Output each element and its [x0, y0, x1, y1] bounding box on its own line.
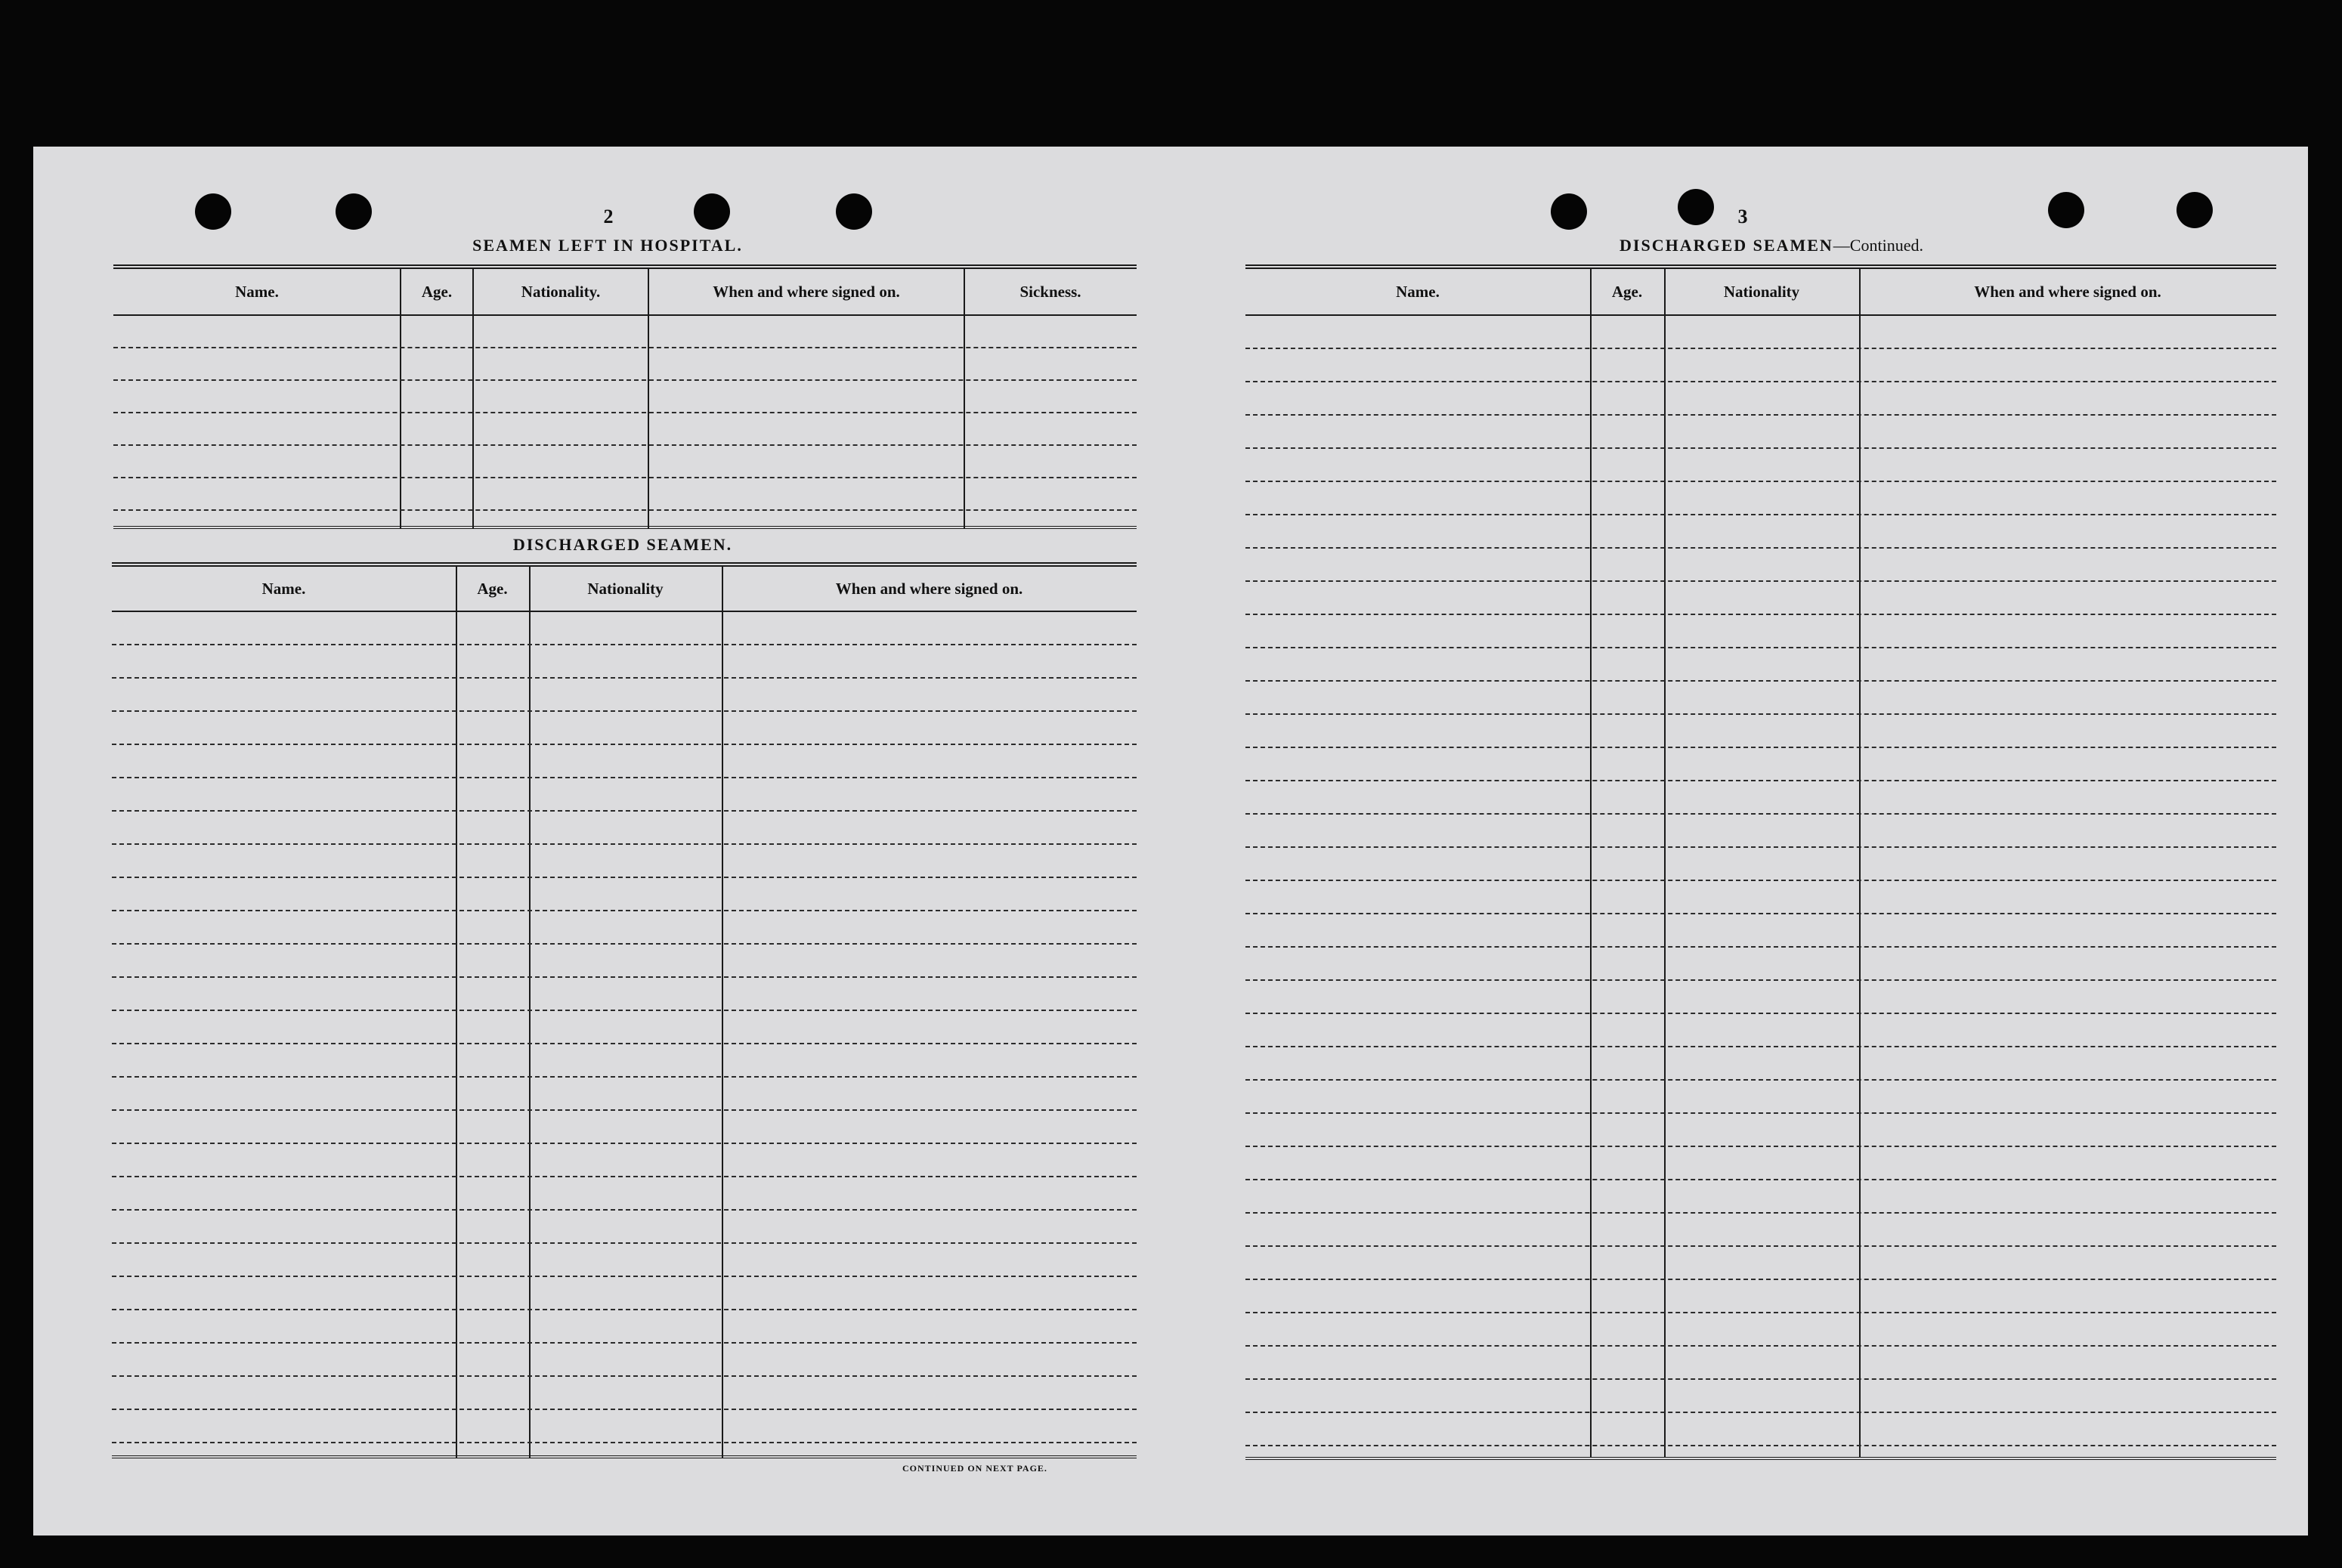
table-row: [112, 1144, 1137, 1177]
table-row: [1245, 648, 2276, 682]
table-row: [1245, 914, 2276, 948]
table-row: [112, 911, 1137, 945]
table-row: [1245, 582, 2276, 615]
table-row: [1245, 615, 2276, 648]
title-main: DISCHARGED SEAMEN: [1620, 236, 1833, 255]
column-header-name: Name.: [1396, 282, 1440, 301]
table-row: [1245, 1347, 2276, 1380]
discharged-table-right: [1245, 264, 2276, 1461]
table-row: [1245, 815, 2276, 848]
table-row: [112, 1344, 1137, 1377]
table-row: [112, 1410, 1137, 1443]
table-row: [1245, 981, 2276, 1014]
page-number-left: 2: [603, 206, 614, 227]
table-row: [1245, 316, 2276, 349]
table-row: [112, 645, 1137, 679]
table-row: [1245, 1114, 2276, 1147]
column-header-age: Age.: [421, 282, 453, 301]
table-row: [112, 1244, 1137, 1277]
column-header-name: Name.: [261, 579, 306, 598]
hospital-table-header: [113, 269, 1137, 316]
discharged-section-title: DISCHARGED SEAMEN.: [512, 535, 733, 554]
column-header-name: Name.: [235, 282, 279, 301]
table-row: [1245, 515, 2276, 549]
table-row: [1245, 1081, 2276, 1114]
table-row: [113, 316, 1137, 348]
table-row: [113, 413, 1137, 446]
table-row: [112, 812, 1137, 845]
punch-hole: [1678, 189, 1714, 225]
table-row: [1245, 482, 2276, 515]
table-row: [1245, 416, 2276, 449]
table-row: [1245, 715, 2276, 748]
table-row: [112, 945, 1137, 978]
table-row: [112, 1011, 1137, 1044]
continued-note: CONTINUED ON NEXT PAGE.: [902, 1463, 1047, 1474]
table-row: [112, 679, 1137, 712]
discharged-table-left: [112, 562, 1137, 1458]
column-header-age: Age.: [477, 579, 508, 598]
punch-hole: [195, 193, 231, 230]
table-row: [1245, 1247, 2276, 1280]
table-row: [1245, 881, 2276, 914]
table-row: [1245, 1280, 2276, 1313]
title-continued: —Continued.: [1833, 236, 1923, 255]
column-header-age: Age.: [1611, 282, 1643, 301]
table-row: [1245, 1214, 2276, 1247]
form-sheet: [33, 147, 2308, 1536]
punch-hole: [2048, 192, 2084, 228]
table-row: [112, 845, 1137, 878]
table-row: [1245, 1413, 2276, 1446]
punch-hole: [2176, 192, 2213, 228]
table-row: [1245, 1313, 2276, 1347]
table-row: [1245, 1014, 2276, 1047]
table-row: [112, 1377, 1137, 1410]
table-row: [112, 612, 1137, 645]
table-row: [1245, 781, 2276, 815]
table-row: [1245, 1380, 2276, 1413]
hospital-rows: [113, 316, 1137, 511]
table-row: [112, 1277, 1137, 1310]
column-header-nationality: Nationality.: [521, 282, 601, 301]
table-row: [1245, 848, 2276, 881]
punch-hole: [836, 193, 872, 230]
section-divider: [113, 526, 1137, 529]
table-row: [112, 1044, 1137, 1078]
column-header-sickness: Sickness.: [1019, 282, 1081, 301]
punch-hole: [694, 193, 730, 230]
punch-hole: [1551, 193, 1587, 230]
table-row: [112, 778, 1137, 812]
column-header-nationality: Nationality: [587, 579, 664, 598]
discharged-rows-left: [112, 612, 1137, 1443]
table-row: [113, 446, 1137, 478]
table-row: [112, 1211, 1137, 1244]
table-row: [1245, 349, 2276, 382]
table-row: [1245, 1147, 2276, 1180]
column-header-nationality: Nationality: [1723, 282, 1800, 301]
table-row: [1245, 682, 2276, 715]
table-row: [112, 1078, 1137, 1111]
table-row: [112, 712, 1137, 745]
table-row: [112, 1177, 1137, 1211]
discharged-continued-title: [1530, 236, 2013, 255]
table-row: [1245, 748, 2276, 781]
table-row: [113, 478, 1137, 511]
table-row: [1245, 948, 2276, 981]
table-row: [1245, 1047, 2276, 1081]
discharged-rows-right: [1245, 316, 2276, 1446]
table-bottom-rule: [1245, 1457, 2276, 1460]
table-row: [113, 381, 1137, 413]
table-row: [112, 878, 1137, 911]
column-header-signed-on: When and where signed on.: [713, 282, 900, 301]
column-header-signed-on: When and where signed on.: [835, 579, 1023, 598]
page-number-right: 3: [1737, 206, 1748, 227]
table-row: [1245, 549, 2276, 582]
discharged-table-header: [1245, 269, 2276, 316]
table-row: [112, 978, 1137, 1011]
table-row: [113, 348, 1137, 381]
table-row: [112, 1310, 1137, 1344]
hospital-table: [113, 264, 1137, 533]
punch-hole: [336, 193, 372, 230]
hospital-section-title: SEAMEN LEFT IN HOSPITAL.: [472, 236, 743, 255]
table-row: [1245, 382, 2276, 416]
table-row: [1245, 1180, 2276, 1214]
discharged-table-header: [112, 567, 1137, 612]
table-row: [112, 745, 1137, 778]
column-header-signed-on: When and where signed on.: [1974, 282, 2161, 301]
table-row: [1245, 449, 2276, 482]
table-row: [112, 1111, 1137, 1144]
table-bottom-rule: [112, 1455, 1137, 1458]
